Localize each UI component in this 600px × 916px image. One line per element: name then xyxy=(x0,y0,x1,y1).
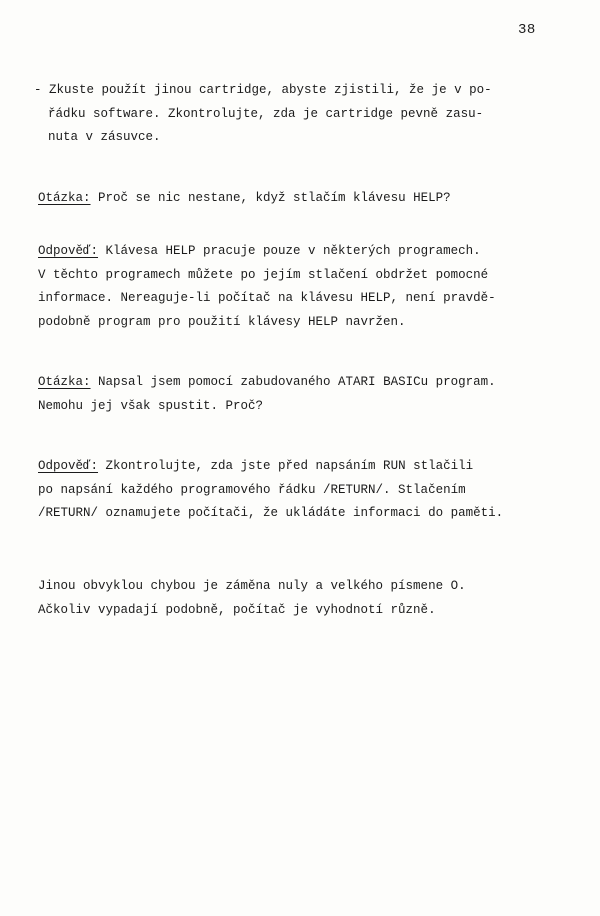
question-text: Napsal jsem pomocí zabudovaného ATARI BASICu program. xyxy=(90,375,496,389)
question-label: Otázka: xyxy=(38,191,91,205)
text-line: Nemohu jej však spustit. Proč? xyxy=(38,398,264,413)
answer-basic-program xyxy=(38,455,558,526)
text-line: /RETURN/ oznamujete počítači, že ukládáte informaci do paměti. xyxy=(38,506,504,520)
text-line xyxy=(38,455,558,479)
text-line: Ačkoliv vypadají podobně, počítač je vyhodnotí různě. xyxy=(38,602,436,617)
question-basic-program xyxy=(38,371,558,418)
paragraph-zero-vs-o xyxy=(38,575,558,622)
answer-text: Zkontrolujte, zda jste před napsáním RUN stlačili xyxy=(98,459,474,473)
text-line: V těchto programech můžete po jejím stlačení obdržet pomocné xyxy=(38,267,489,282)
text-line xyxy=(38,371,558,395)
text-line xyxy=(38,187,558,211)
text-line: informace. Nereaguje-li počítač na klávesu HELP, není pravdě- xyxy=(38,291,496,305)
answer-text: Klávesa HELP pracuje pouze v některých programech. xyxy=(98,244,481,258)
text-line: Jinou obvyklou chybou je záměna nuly a velkého písmene O. xyxy=(38,579,466,593)
text-line xyxy=(38,240,558,264)
text-line: podobně program pro použití klávesy HELP navržen. xyxy=(38,314,406,329)
answer-help-key xyxy=(38,240,558,334)
text-line: po napsání každého programového řádku /RETURN/. Stlačením xyxy=(38,482,466,497)
text-line: nuta v zásuvce. xyxy=(48,130,161,144)
answer-label: Odpověď: xyxy=(38,459,99,473)
question-text: Proč se nic nestane, když stlačím klávesu HELP? xyxy=(90,191,451,205)
text-line: řádku software. Zkontrolujte, zda je cartridge pevně zasu- xyxy=(48,106,484,121)
paragraph-cartridge-tip xyxy=(34,79,554,150)
text-line: - Zkuste použít jinou cartridge, abyste zjistili, že je v po- xyxy=(34,83,492,97)
answer-label: Odpověď: xyxy=(38,244,99,258)
page-number: 38 xyxy=(518,22,536,38)
question-label: Otázka: xyxy=(38,375,91,389)
question-help-key xyxy=(38,187,558,211)
